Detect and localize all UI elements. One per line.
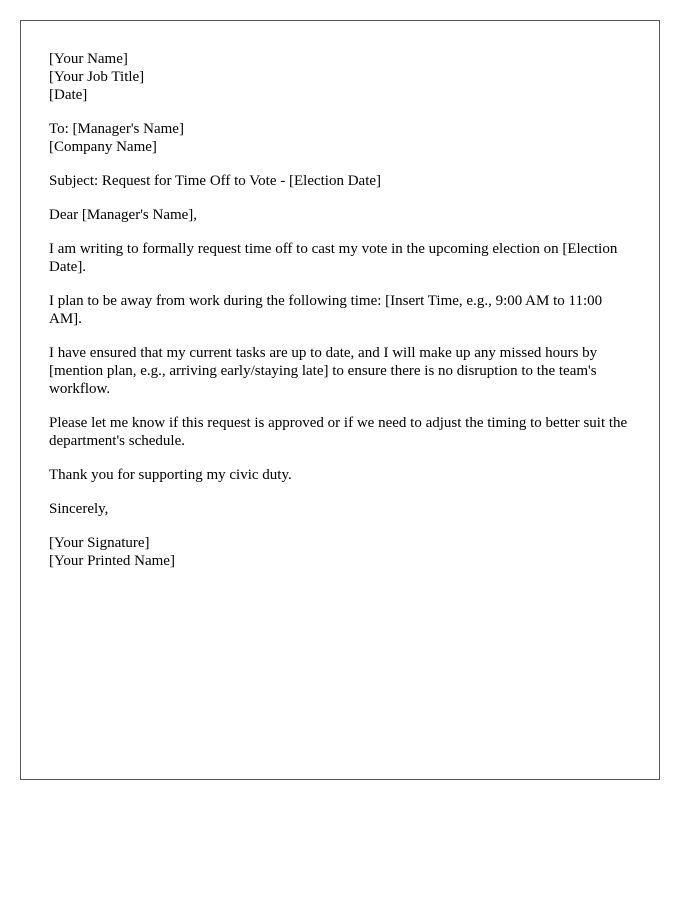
body-paragraph-request: I am writing to formally request time off to cast my vote in the upcoming election on [Election Date]. xyxy=(49,241,618,275)
body-paragraph-approval: Please let me know if this request is approved or if we need to adjust the timing to better suit the department's schedule. xyxy=(49,415,628,449)
body-paragraph-coverage: I have ensured that my current tasks are up to date, and I will make up any missed hours by [mention plan, e.g., arriving early/staying late] to ensure there is no disruption to the team's workflow. xyxy=(49,345,598,397)
body-paragraph-time: I plan to be away from work during the following time: [Insert Time, e.g., 9:00 AM to 11:00 AM]. xyxy=(49,293,603,327)
signature-block xyxy=(49,534,631,570)
recipient-block xyxy=(49,120,631,156)
recipient-name: To: [Manager's Name] xyxy=(49,121,184,137)
sender-block xyxy=(49,50,631,104)
body-paragraph-thanks: Thank you for supporting my civic duty. xyxy=(49,467,292,483)
printed-name: [Your Printed Name] xyxy=(49,553,175,569)
closing: Sincerely, xyxy=(49,501,109,517)
letter-page xyxy=(20,20,660,780)
subject-line: Subject: Request for Time Off to Vote - [Election Date] xyxy=(49,173,382,189)
recipient-company: [Company Name] xyxy=(49,139,157,155)
salutation: Dear [Manager's Name], xyxy=(49,207,198,223)
letter-date: [Date] xyxy=(49,87,88,103)
signature-line: [Your Signature] xyxy=(49,535,150,551)
sender-job-title: [Your Job Title] xyxy=(49,69,145,85)
sender-name: [Your Name] xyxy=(49,51,128,67)
